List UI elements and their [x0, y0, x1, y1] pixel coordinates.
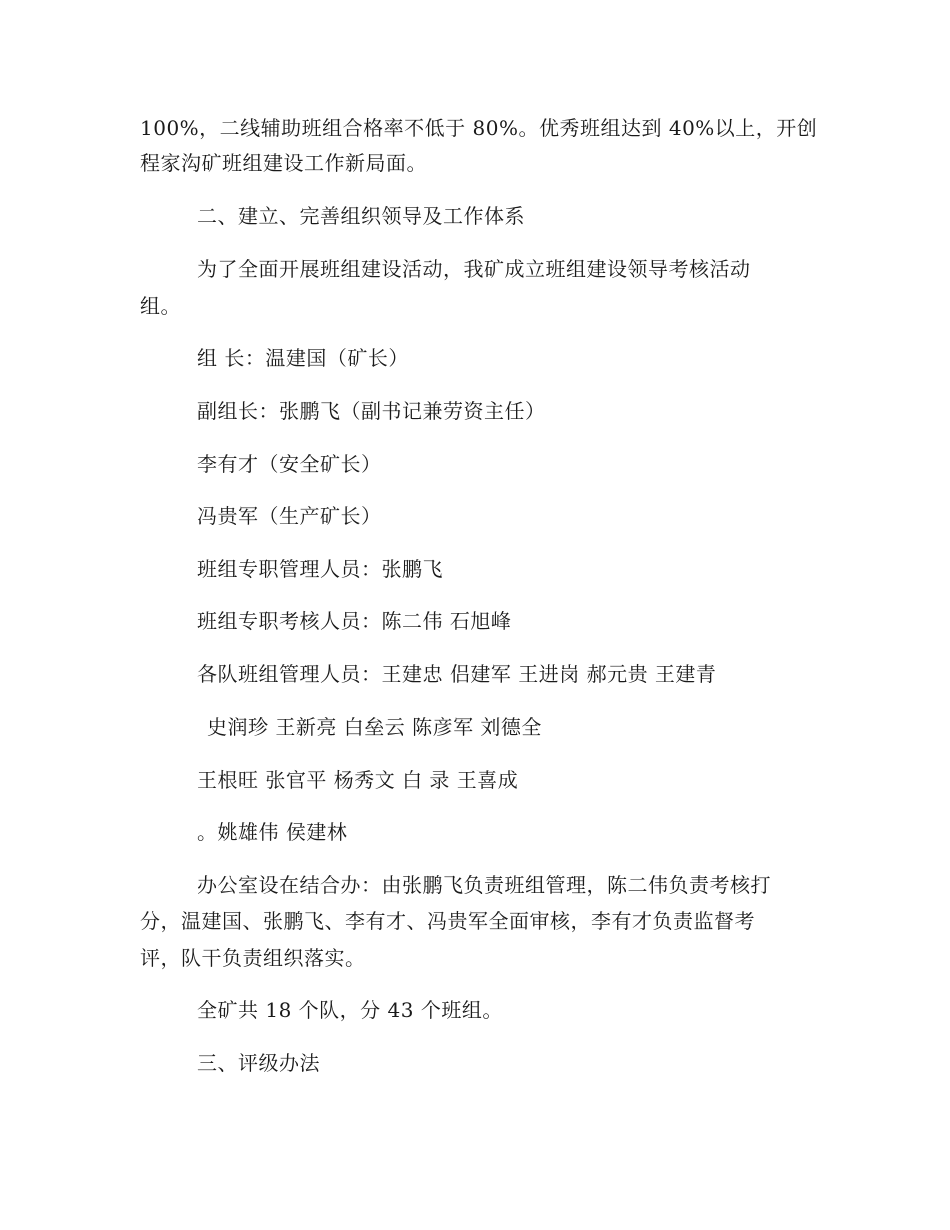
paragraph-line: 100%，二线辅助班组合格率不低于 80%。优秀班组达到 40%以上，开创: [140, 116, 818, 140]
paragraph-line: 为了全面开展班组建设活动，我矿成立班组建设领导考核活动: [197, 257, 751, 281]
section-heading: 二、建立、完善组织领导及工作体系: [197, 204, 525, 228]
list-item: 冯贵军（生产矿长）: [197, 504, 382, 528]
paragraph-line: 程家沟矿班组建设工作新局面。: [140, 151, 427, 175]
paragraph-line: 评，队干负责组织落实。: [140, 946, 366, 970]
list-item: 班组专职考核人员：陈二伟 石旭峰: [197, 609, 512, 633]
list-item: 副组长：张鹏飞（副书记兼劳资主任）: [197, 399, 546, 423]
list-item: 史润珍 王新亮 白垒云 陈彦军 刘德全: [207, 715, 542, 739]
list-item: 班组专职管理人员：张鹏飞: [197, 557, 443, 581]
list-item: 王根旺 张官平 杨秀文 白 录 王喜成: [197, 768, 519, 792]
list-item: 各队班组管理人员：王建忠 侣建军 王进岗 郝元贵 王建青: [197, 662, 717, 686]
list-item: 。姚雄伟 侯建林: [197, 820, 348, 844]
paragraph-line: 全矿共 18 个队，分 43 个班组。: [197, 998, 503, 1022]
paragraph-line: 分，温建国、张鹏飞、李有才、冯贵军全面审核，李有才负责监督考: [140, 909, 755, 933]
paragraph-line: 办公室设在结合办：由张鹏飞负责班组管理，陈二伟负责考核打: [197, 873, 771, 897]
list-item: 李有才（安全矿长）: [197, 452, 382, 476]
paragraph-line: 组。: [140, 294, 181, 318]
list-item: 组 长：温建国（矿长）: [197, 346, 409, 370]
section-heading: 三、评级办法: [197, 1051, 320, 1075]
